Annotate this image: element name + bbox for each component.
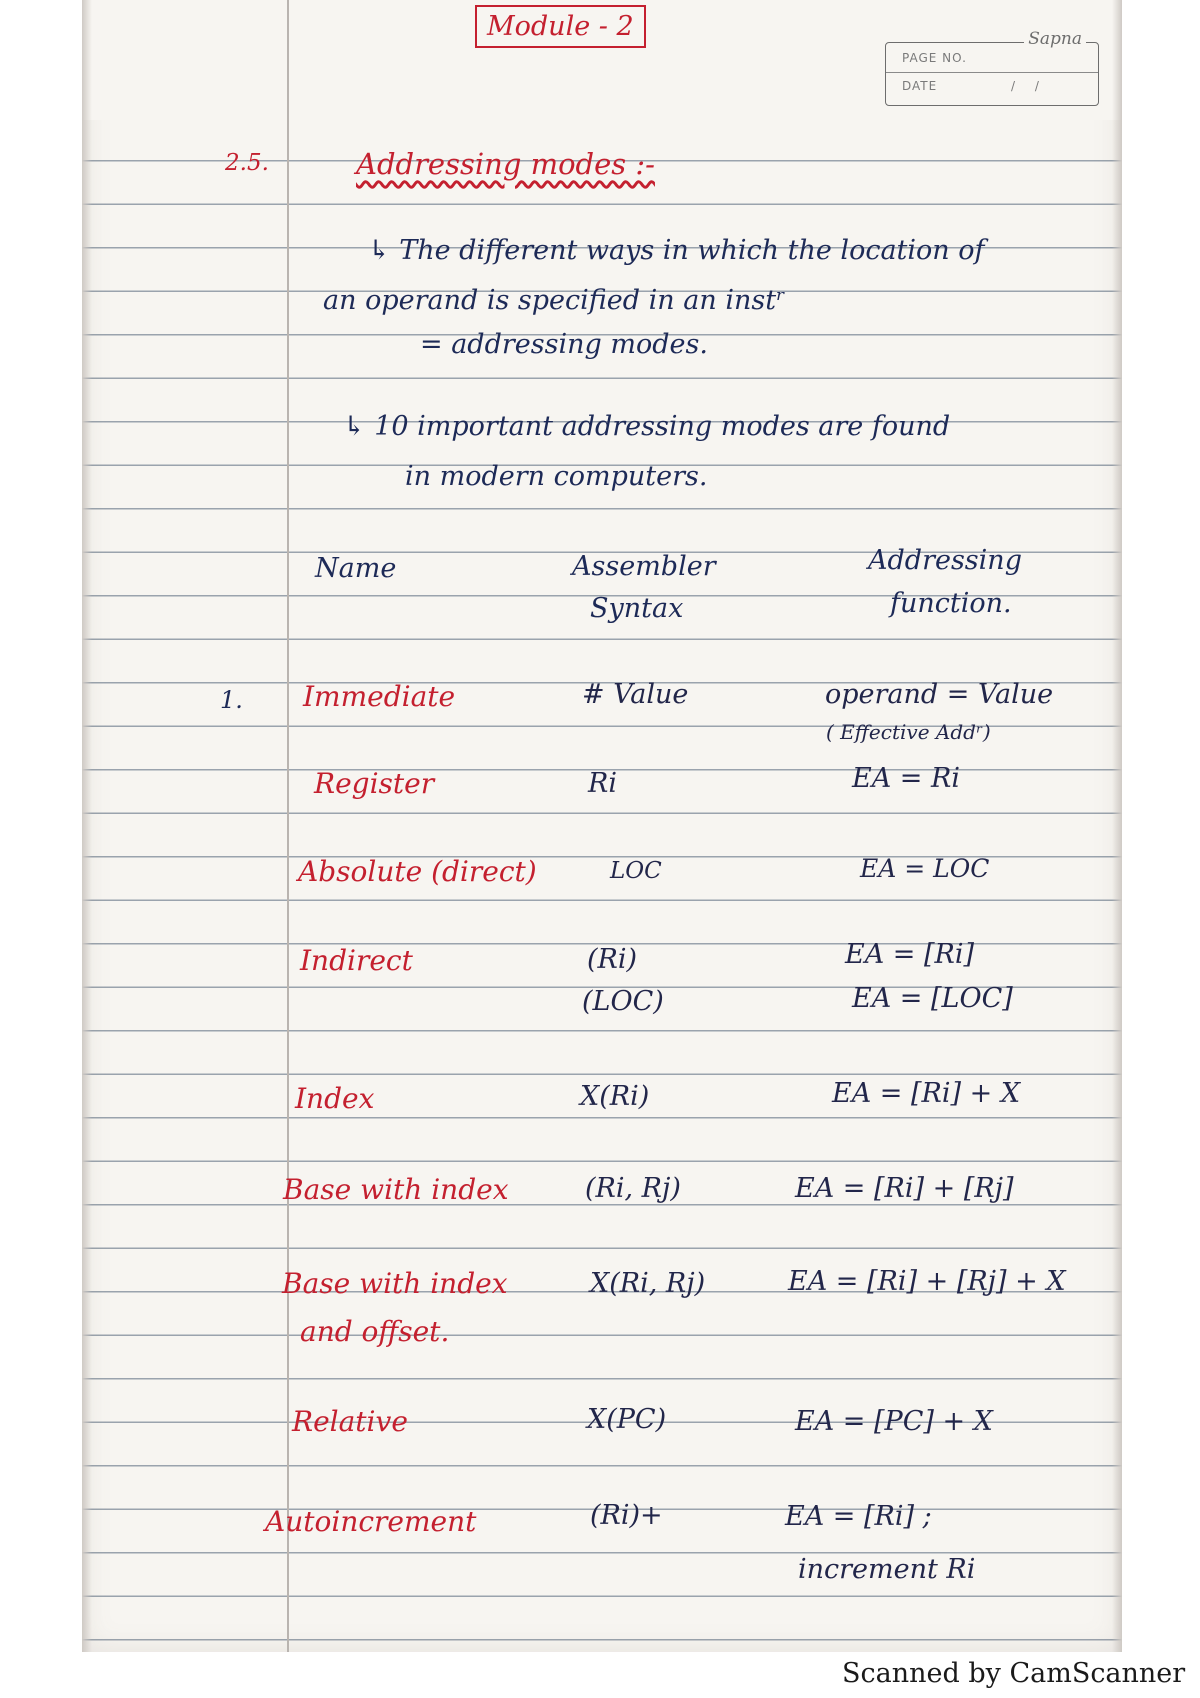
mode-function: operand = Value: [825, 679, 1054, 710]
mode-syntax: (Ri)+: [590, 1500, 663, 1531]
mode-name: Base with index: [283, 1173, 509, 1206]
mode-name: Index: [295, 1082, 375, 1115]
mode-name-line-2: and offset.: [300, 1315, 450, 1348]
mode-syntax-alt: (LOC): [582, 986, 664, 1017]
mode-function: EA = Ri: [852, 763, 960, 794]
intro-line-5: in modern computers.: [405, 461, 708, 492]
page-left-edge: [82, 0, 92, 1652]
mode-name: Base with index: [282, 1267, 508, 1300]
mode-function-alt: EA = [LOC]: [852, 983, 1013, 1014]
mode-syntax: X(Ri): [580, 1081, 650, 1112]
mode-function: EA = [Ri] + [Rj]: [795, 1173, 1014, 1204]
scanner-watermark: Scanned by CamScanner: [842, 1658, 1186, 1689]
mode-syntax: (Ri): [587, 944, 638, 975]
mode-syntax: Ri: [588, 768, 617, 799]
header-syntax-line-1: Assembler: [572, 551, 716, 582]
mode-syntax: (Ri, Rj): [585, 1173, 681, 1204]
header-function-line-2: function.: [890, 588, 1012, 619]
notebook-brand: Sapna: [1024, 29, 1086, 49]
mode-function-alt: increment Ri: [798, 1554, 976, 1585]
mode-syntax: X(Ri, Rj): [590, 1268, 706, 1299]
mode-function: EA = [Ri] + [Rj] + X: [788, 1266, 1066, 1297]
mode-function: EA = [Ri] + X: [832, 1078, 1021, 1109]
row-number: 1.: [220, 686, 243, 714]
mode-syntax: LOC: [610, 858, 662, 884]
header-function-line-1: Addressing: [868, 545, 1022, 576]
mode-function: EA = [Ri]: [845, 939, 975, 970]
section-number: 2.5.: [225, 150, 269, 176]
mode-syntax: X(PC): [587, 1404, 667, 1435]
mode-function: EA = [PC] + X: [795, 1406, 993, 1437]
intro-line-1: ↳ The different ways in which the location of: [368, 235, 985, 266]
margin-line: [287, 0, 289, 1652]
header-syntax-line-2: Syntax: [590, 593, 684, 624]
mode-name: Absolute (direct): [298, 855, 537, 888]
mode-syntax: # Value: [582, 679, 689, 710]
module-heading: Module - 2: [475, 5, 646, 48]
intro-line-4: ↳ 10 important addressing modes are found: [343, 411, 951, 442]
section-title: Addressing modes :-: [356, 147, 655, 181]
mode-function: EA = [Ri] ;: [785, 1501, 932, 1532]
mode-function-note: ( Effective Addʳ): [826, 720, 991, 744]
stamp-divider: [886, 72, 1098, 73]
page-no-label: PAGE NO.: [902, 51, 967, 65]
page-right-edge: [1112, 0, 1122, 1652]
mode-function: EA = LOC: [860, 854, 990, 883]
mode-name: Register: [314, 767, 435, 800]
header-name: Name: [315, 553, 397, 584]
mode-name: Immediate: [303, 680, 456, 713]
mode-name: Relative: [292, 1405, 408, 1438]
intro-line-2: an operand is specified in an instʳ: [323, 285, 786, 316]
page-date-stamp: [885, 29, 1099, 106]
date-label: DATE: [902, 79, 938, 93]
mode-name: Indirect: [300, 944, 413, 977]
date-value: / /: [1011, 79, 1047, 93]
intro-line-3: = addressing modes.: [420, 329, 708, 360]
mode-name: Autoincrement: [265, 1505, 477, 1538]
